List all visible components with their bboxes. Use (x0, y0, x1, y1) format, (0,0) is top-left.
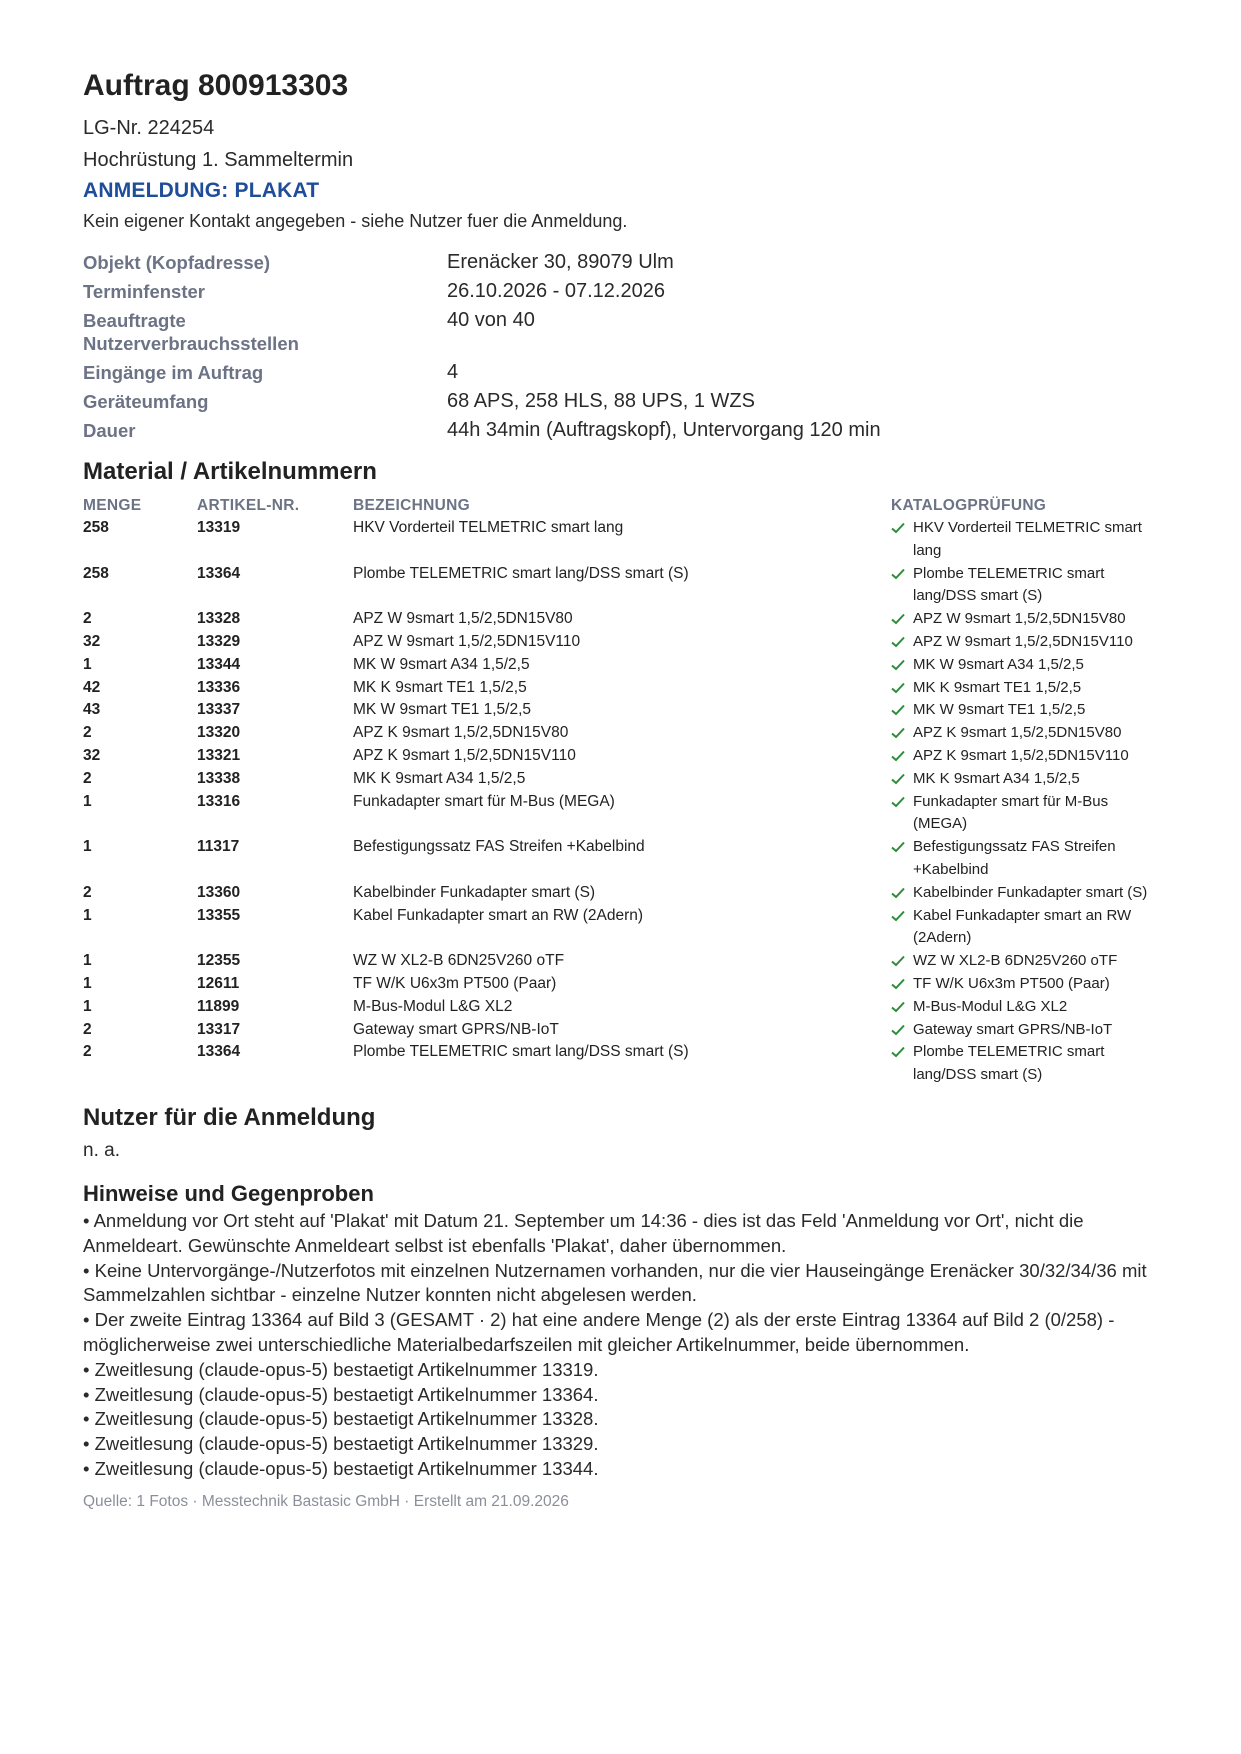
note-item: • Zweitlesung (claude-opus-5) bestaetigt Artikelnummer 13344. (83, 1457, 599, 1479)
footer-source: Quelle: 1 Fotos · Messtechnik Bastasic GmbH · Erstellt am 21.09.2026 (83, 1492, 569, 1510)
catalog-check-text: HKV Vorderteil TELMETRIC smart lang (913, 519, 1142, 559)
row-description: Kabelbinder Funkadapter smart (S) (353, 883, 596, 901)
row-description: TF W/K U6x3m PT500 (Paar) (353, 974, 557, 992)
row-description: HKV Vorderteil TELMETRIC smart lang (353, 519, 624, 536)
check-icon (891, 836, 907, 882)
catalog-check-text: MK W 9smart A34 1,5/2,5 (913, 655, 1084, 673)
row-article-number: 13337 (197, 701, 241, 719)
row-description: Befestigungssatz FAS Streifen +Kabelbind (353, 838, 645, 856)
check-icon (891, 791, 907, 837)
row-article-number: 11899 (197, 997, 240, 1015)
table-header-row (83, 493, 1163, 517)
row-catalog-check (891, 699, 1163, 722)
row-quantity: 42 (83, 678, 101, 696)
row-description: WZ W XL2-B 6DN25V260 oTF (353, 952, 565, 970)
material-table (83, 493, 1163, 1087)
row-quantity: 258 (83, 564, 109, 582)
row-description: Plombe TELEMETRIC smart lang/DSS smart (S) (353, 1043, 689, 1061)
note-item: • Zweitlesung (claude-opus-5) bestaetigt Artikelnummer 13319. (83, 1358, 599, 1380)
row-article-number: 13338 (197, 769, 241, 787)
catalog-check-text: MK W 9smart TE1 1,5/2,5 (913, 701, 1086, 719)
row-description: APZ K 9smart 1,5/2,5DN15V80 (353, 724, 569, 742)
catalog-check-text: APZ K 9smart 1,5/2,5DN15V80 (913, 724, 1122, 742)
order-subtitle: Hochrüstung 1. Sammeltermin (83, 149, 354, 171)
row-article-number: 12355 (197, 952, 241, 970)
row-quantity: 1 (83, 974, 92, 992)
row-article-number: 13360 (197, 883, 241, 901)
announcement-label: ANMELDUNG: PLAKAT (83, 179, 320, 202)
table-row (83, 608, 1163, 631)
note-item: • Zweitlesung (claude-opus-5) bestaetigt Artikelnummer 13329. (83, 1433, 599, 1455)
row-article-number: 13319 (197, 519, 241, 536)
row-article-number: 13316 (197, 792, 241, 810)
row-catalog-check (891, 882, 1163, 905)
row-catalog-check (891, 996, 1163, 1019)
row-description: MK W 9smart TE1 1,5/2,5 (353, 701, 532, 719)
row-catalog-check (891, 722, 1163, 745)
check-icon (891, 517, 907, 563)
catalog-check-text: Plombe TELEMETRIC smart lang/DSS smart (S) (913, 564, 1105, 605)
check-icon (891, 882, 907, 905)
row-catalog-check (891, 677, 1163, 700)
detail-label: Beauftragte Nutzerverbrauchsstellen (83, 310, 299, 354)
row-catalog-check (891, 654, 1163, 677)
catalog-check-text: WZ W XL2-B 6DN25V260 oTF (913, 952, 1118, 970)
check-icon (891, 699, 907, 722)
table-row (83, 699, 1163, 722)
row-quantity: 2 (83, 610, 92, 628)
row-catalog-check (891, 1041, 1163, 1087)
row-quantity: 1 (83, 906, 92, 924)
check-icon (891, 1019, 907, 1042)
detail-label: Objekt (Kopfadresse) (83, 252, 271, 273)
row-description: Funkadapter smart für M-Bus (MEGA) (353, 792, 615, 810)
table-row (83, 745, 1163, 768)
users-value: n. a. (83, 1139, 120, 1161)
material-table-body (83, 517, 1163, 1087)
row-catalog-check (891, 768, 1163, 791)
row-quantity: 1 (83, 838, 92, 856)
row-quantity: 1 (83, 655, 92, 673)
detail-label: Eingänge im Auftrag (83, 362, 264, 383)
table-row (83, 1041, 1163, 1087)
column-header-article: ARTIKEL-NR. (197, 497, 300, 514)
catalog-check-text: MK K 9smart A34 1,5/2,5 (913, 769, 1080, 787)
detail-label: Geräteumfang (83, 391, 209, 412)
row-quantity: 43 (83, 701, 101, 719)
detail-value: 68 APS, 258 HLS, 88 UPS, 1 WZS (447, 390, 755, 412)
row-article-number: 13329 (197, 632, 241, 650)
row-quantity: 2 (83, 724, 92, 742)
row-catalog-check (891, 950, 1163, 973)
row-article-number: 13328 (197, 610, 241, 628)
row-quantity: 2 (83, 1043, 92, 1061)
catalog-check-text: Befestigungssatz FAS Streifen +Kabelbind (913, 838, 1116, 878)
check-icon (891, 1041, 907, 1087)
table-row (83, 791, 1163, 837)
note-item: • Zweitlesung (claude-opus-5) bestaetigt Artikelnummer 13364. (83, 1383, 599, 1405)
row-article-number: 13344 (197, 655, 241, 673)
row-description: APZ W 9smart 1,5/2,5DN15V110 (353, 632, 581, 650)
detail-value: 4 (447, 361, 459, 383)
table-row (83, 836, 1163, 882)
page-title: Auftrag 800913303 (83, 69, 349, 102)
row-article-number: 13364 (197, 1043, 241, 1061)
detail-label: Terminfenster (83, 281, 205, 302)
row-article-number: 13355 (197, 906, 241, 924)
catalog-check-text: Kabel Funkadapter smart an RW (2Adern) (913, 906, 1132, 947)
catalog-check-text: Funkadapter smart für M-Bus (MEGA) (913, 792, 1109, 833)
check-icon (891, 996, 907, 1019)
row-article-number: 13320 (197, 724, 241, 742)
check-icon (891, 608, 907, 631)
catalog-check-text: APZ W 9smart 1,5/2,5DN15V80 (913, 610, 1126, 628)
row-article-number: 11317 (197, 838, 240, 856)
check-icon (891, 768, 907, 791)
row-catalog-check (891, 517, 1163, 563)
check-icon (891, 745, 907, 768)
row-quantity: 2 (83, 1020, 92, 1038)
row-quantity: 2 (83, 769, 92, 787)
detail-value: 26.10.2026 - 07.12.2026 (447, 280, 665, 302)
catalog-check-text: Gateway smart GPRS/NB-IoT (913, 1020, 1113, 1038)
note-item: • Der zweite Eintrag 13364 auf Bild 3 (GESAMT · 2) hat eine andere Menge (2) als der erste Eintrag 13364 auf Bild 2 (0/258) - möglicherweise zwei unterschiedliche Materialbedarfszeilen mit gleicher Artikelnummer, beide übernommen. (83, 1309, 1115, 1355)
detail-value: 44h 34min (Auftragskopf), Untervorgang 120 min (447, 419, 881, 441)
row-quantity: 1 (83, 997, 92, 1015)
table-row (83, 654, 1163, 677)
row-quantity: 2 (83, 883, 92, 901)
detail-value: 40 von 40 (447, 309, 535, 331)
row-description: Kabel Funkadapter smart an RW (2Adern) (353, 906, 644, 924)
contact-note: Kein eigener Kontakt angegeben - siehe Nutzer fuer die Anmeldung. (83, 211, 628, 231)
users-heading: Nutzer für die Anmeldung (83, 1103, 376, 1131)
row-catalog-check (891, 608, 1163, 631)
column-header-catalog-check: KATALOGPRÜFUNG (891, 497, 1047, 514)
note-item: • Anmeldung vor Ort steht auf 'Plakat' mit Datum 21. September um 14:36 - dies ist das Feld 'Anmeldung vor Ort', nicht die Anmeldeart. Gewünschte Anmeldeart selbst ist ebenfalls 'Plakat', daher übernommen. (83, 1209, 1084, 1256)
row-catalog-check (891, 631, 1163, 654)
row-article-number: 13364 (197, 564, 241, 582)
row-catalog-check (891, 836, 1163, 882)
row-article-number: 13321 (197, 746, 241, 764)
check-icon (891, 677, 907, 700)
table-row (83, 722, 1163, 745)
detail-value: Erenäcker 30, 89079 Ulm (447, 251, 674, 273)
row-description: M-Bus-Modul L&G XL2 (353, 997, 513, 1015)
row-article-number: 12611 (197, 974, 240, 992)
row-catalog-check (891, 745, 1163, 768)
check-icon (891, 973, 907, 996)
table-row (83, 517, 1163, 563)
table-row (83, 768, 1163, 791)
lg-number: LG-Nr. 224254 (83, 117, 215, 139)
column-header-description: BEZEICHNUNG (353, 497, 470, 514)
check-icon (891, 654, 907, 677)
row-catalog-check (891, 563, 1163, 609)
note-item: • Keine Untervorgänge-/Nutzerfotos mit einzelnen Nutzernamen vorhanden, nur die vier Hauseingänge Erenäcker 30/32/34/36 mit Sammelzahlen sichtbar - einzelne Nutzer konnten nicht abgelesen werden. (83, 1259, 1147, 1306)
notes-heading: Hinweise und Gegenproben (83, 1180, 374, 1206)
row-catalog-check (891, 1019, 1163, 1042)
table-row (83, 973, 1163, 996)
catalog-check-text: APZ W 9smart 1,5/2,5DN15V110 (913, 632, 1133, 650)
table-row (83, 677, 1163, 700)
column-header-quantity: MENGE (83, 497, 142, 514)
row-description: MK W 9smart A34 1,5/2,5 (353, 655, 530, 673)
notes-list (83, 1209, 1158, 1482)
order-details (83, 248, 1158, 445)
table-row (83, 631, 1163, 654)
catalog-check-text: TF W/K U6x3m PT500 (Paar) (913, 974, 1110, 992)
row-description: MK K 9smart A34 1,5/2,5 (353, 769, 526, 787)
check-icon (891, 631, 907, 654)
row-quantity: 1 (83, 792, 92, 810)
check-icon (891, 722, 907, 745)
row-description: Plombe TELEMETRIC smart lang/DSS smart (S) (353, 564, 689, 582)
row-catalog-check (891, 905, 1163, 951)
material-heading: Material / Artikelnummern (83, 458, 377, 485)
row-article-number: 13317 (197, 1020, 241, 1038)
check-icon (891, 563, 907, 609)
row-description: APZ K 9smart 1,5/2,5DN15V110 (353, 746, 576, 764)
row-quantity: 1 (83, 952, 92, 970)
catalog-check-text: M-Bus-Modul L&G XL2 (913, 997, 1068, 1015)
row-catalog-check (891, 791, 1163, 837)
row-description: Gateway smart GPRS/NB-IoT (353, 1020, 559, 1038)
row-quantity: 32 (83, 632, 101, 650)
table-row (83, 950, 1163, 973)
table-row (83, 905, 1163, 951)
catalog-check-text: APZ K 9smart 1,5/2,5DN15V110 (913, 746, 1129, 764)
row-description: MK K 9smart TE1 1,5/2,5 (353, 678, 527, 696)
row-description: APZ W 9smart 1,5/2,5DN15V80 (353, 610, 573, 628)
row-quantity: 32 (83, 746, 101, 764)
table-row (83, 563, 1163, 609)
row-article-number: 13336 (197, 678, 241, 696)
catalog-check-text: Plombe TELEMETRIC smart lang/DSS smart (S) (913, 1043, 1105, 1084)
note-item: • Zweitlesung (claude-opus-5) bestaetigt Artikelnummer 13328. (83, 1408, 599, 1430)
table-row (83, 882, 1163, 905)
table-row (83, 996, 1163, 1019)
check-icon (891, 905, 907, 951)
catalog-check-text: Kabelbinder Funkadapter smart (S) (913, 883, 1148, 901)
detail-label: Dauer (83, 420, 136, 441)
catalog-check-text: MK K 9smart TE1 1,5/2,5 (913, 678, 1082, 696)
row-catalog-check (891, 973, 1163, 996)
table-row (83, 1019, 1163, 1042)
row-quantity: 258 (83, 519, 109, 536)
check-icon (891, 950, 907, 973)
